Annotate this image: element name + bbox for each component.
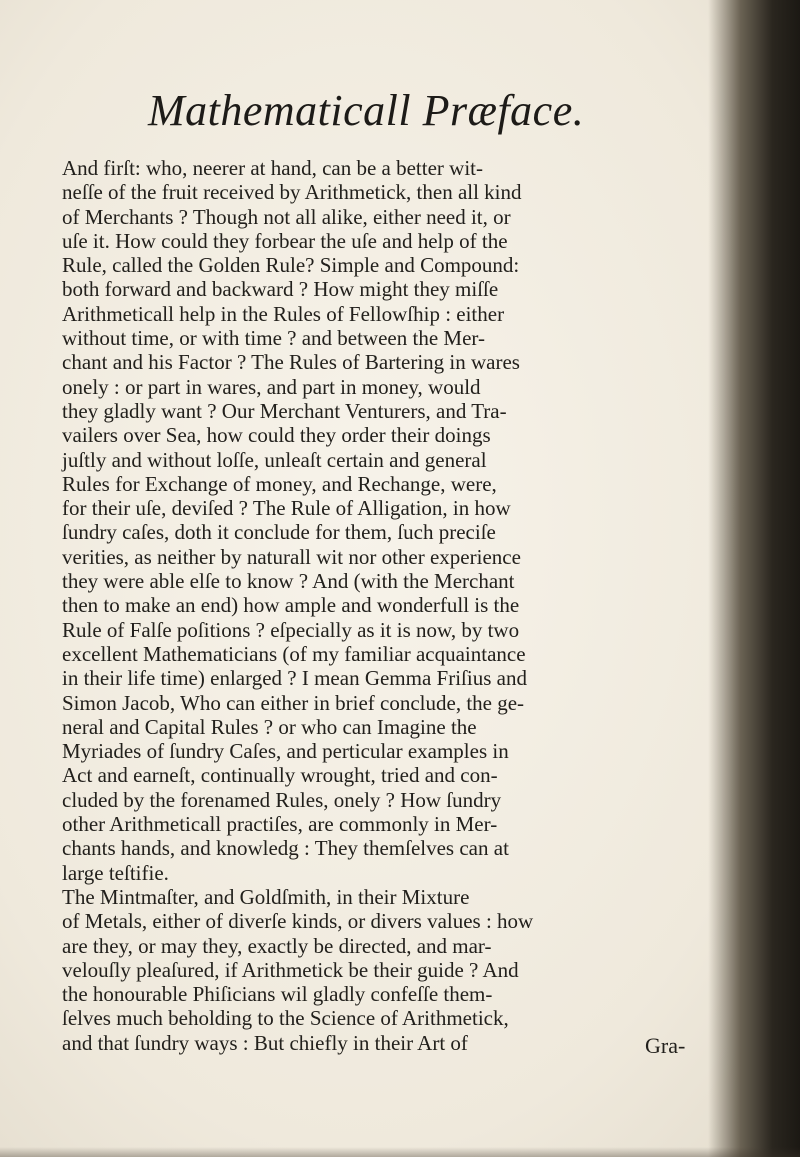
text-line: for their uſe, deviſed ? The Rule of Alligation, in how — [62, 496, 511, 521]
catchword: Gra- — [645, 1033, 686, 1058]
text-line: they gladly want ? Our Merchant Venturers, and Tra- — [62, 398, 507, 423]
text-line: Simon Jacob, Who can either in brief conclude, the ge- — [62, 690, 525, 715]
text-line: Rule, called the Golden Rule? Simple and Compound: — [62, 253, 520, 278]
page-edge-shadow — [708, 0, 800, 1157]
text-line: they were able elſe to know ? And (with the Merchant — [62, 569, 515, 594]
text-line: in their life time) enlarged ? I mean Gemma Friſius and — [62, 666, 527, 691]
text-line: uſe it. How could they forbear the uſe and help of the — [62, 228, 508, 253]
text-line: neſſe of the fruit received by Arithmetick, then all kind — [62, 180, 522, 205]
text-line: verities, as neither by naturall wit nor other experience — [62, 544, 521, 569]
text-line: chant and his Factor ? The Rules of Bartering in wares — [62, 350, 520, 375]
page-header: Mathematicall Præface. — [148, 86, 585, 135]
text-line: and that ſundry ways : But chiefly in their Art of — [62, 1030, 468, 1055]
body-text — [62, 156, 702, 1055]
text-line: cluded by the forenamed Rules, onely ? How ſundry — [62, 787, 502, 812]
page-bottom-shadow — [0, 1147, 800, 1157]
text-line: the honourable Phiſicians wil gladly confeſſe them- — [62, 982, 493, 1007]
text-line: ſundry caſes, doth it conclude for them, ſuch preciſe — [62, 520, 496, 545]
text-line: excellent Mathematicians (of my familiar acquaintance — [62, 641, 526, 666]
text-line: Arithmeticall help in the Rules of Fellowſhip : either — [62, 301, 505, 326]
text-line: Myriades of ſundry Caſes, and perticular examples in — [62, 739, 509, 764]
text-line: of Merchants ? Though not all alike, either need it, or — [62, 204, 511, 229]
text-line: large teſtifie. — [62, 860, 169, 885]
text-line: of Metals, either of diverſe kinds, or divers values : how — [62, 909, 534, 934]
text-line: ſelves much beholding to the Science of Arithmetick, — [62, 1006, 509, 1031]
text-line: juſtly and without loſſe, unleaſt certain and general — [62, 447, 487, 472]
text-line: velouſly pleaſured, if Arithmetick be their guide ? And — [62, 957, 519, 982]
text-line: The Mintmaſter, and Goldſmith, in their Mixture — [62, 884, 470, 909]
text-line: vailers over Sea, how could they order their doings — [62, 423, 491, 448]
text-line: Rule of Falſe poſitions ? eſpecially as it is now, by two — [62, 617, 520, 642]
text-line: then to make an end) how ample and wonderfull is the — [62, 593, 520, 618]
text-line: neral and Capital Rules ? or who can Imagine the — [62, 714, 477, 739]
text-line: other Arithmeticall practiſes, are commonly in Mer- — [62, 812, 498, 837]
text-line: And firſt: who, neerer at hand, can be a better wit- — [62, 156, 483, 180]
text-line: both forward and backward ? How might they miſſe — [62, 277, 499, 302]
text-line: Rules for Exchange of money, and Rechange, were, — [62, 471, 497, 496]
text-line: onely : or part in wares, and part in money, would — [62, 374, 481, 399]
text-line: Act and earneſt, continually wrought, tried and con- — [62, 763, 498, 788]
text-line: chants hands, and knowledg : They themſelves can at — [62, 836, 509, 861]
text-line: without time, or with time ? and between the Mer- — [62, 326, 485, 351]
text-line: are they, or may they, exactly be directed, and mar- — [62, 933, 492, 958]
